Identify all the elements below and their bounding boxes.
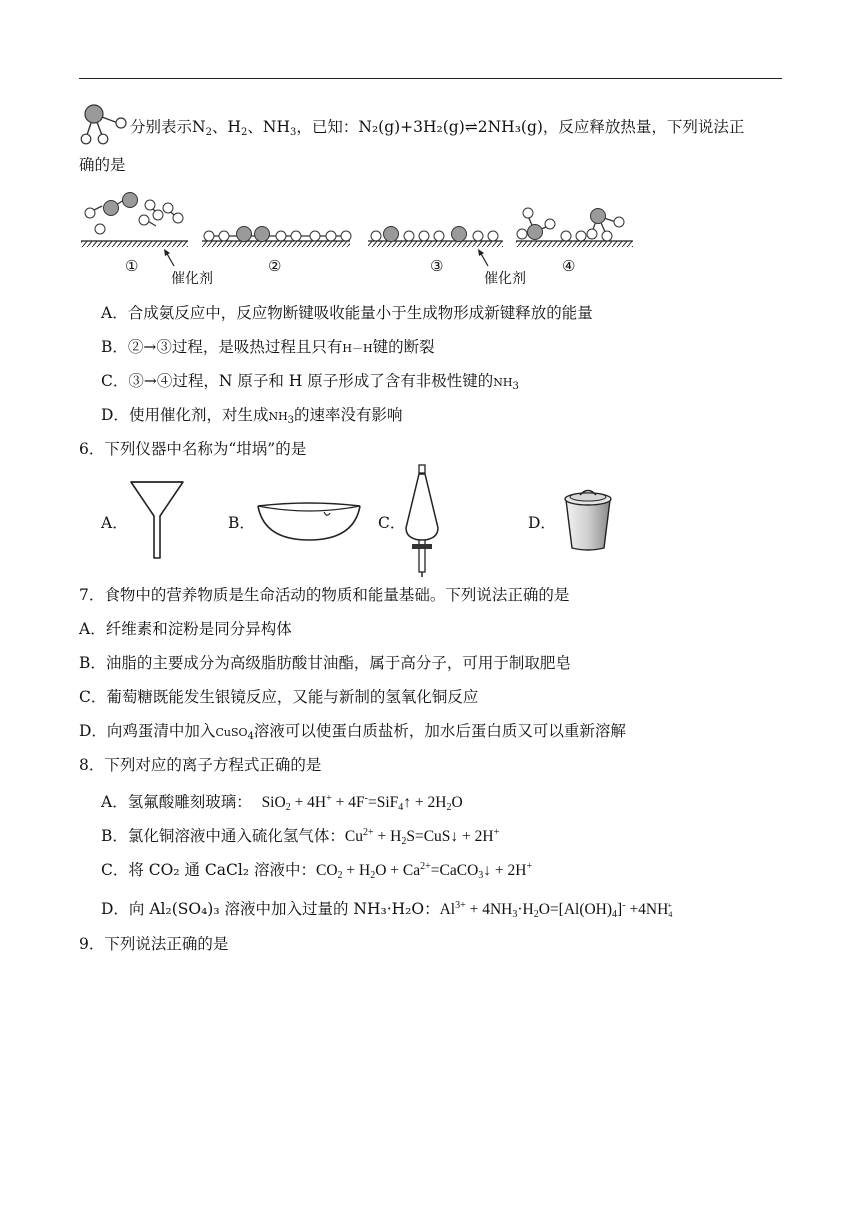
adsorbed-molecules bbox=[204, 227, 351, 242]
nh3-on-surface bbox=[517, 208, 586, 241]
q8-option-b: B．氯化铜溶液中通入硫化氢气体：$Cu^{2+}$ + $H_2S=CuS↓ + 2H^+$ bbox=[101, 827, 500, 847]
catalyst-arrow-2 bbox=[478, 249, 488, 266]
surface-2 bbox=[202, 241, 350, 247]
catalyst-label-2: 催化剂 bbox=[484, 271, 526, 287]
stage-label-4: ④ bbox=[562, 257, 576, 275]
surface-4 bbox=[516, 241, 633, 247]
nh3-desorbed bbox=[587, 209, 624, 242]
q5-option-d: D．使用催化剂，对生成$NH_3$的速率没有影响 bbox=[101, 406, 403, 426]
h2-molecules bbox=[139, 200, 183, 226]
q8-stem: 8．下列对应的离子方程式正确的是 bbox=[79, 756, 322, 774]
surface-3 bbox=[368, 241, 503, 247]
dissociated-atoms bbox=[371, 227, 498, 242]
q5-option-b: B．②→③过程，是吸热过程且只有H－H键的断裂 bbox=[101, 338, 435, 356]
q7-option-b: B．油脂的主要成分为高级脂肪酸甘油酯，属于高分子，可用于制取肥皂 bbox=[79, 654, 571, 672]
q7-stem: 7．食物中的营养物质是生命活动的物质和能量基础。下列说法正确的是 bbox=[79, 586, 570, 604]
q7-option-c: C．葡萄糖既能发生银镜反应，又能与新制的氢氧化铜反应 bbox=[79, 688, 479, 706]
header-rule bbox=[79, 78, 782, 79]
q5-equation: N₂(g)+3H₂(g)⇌2NH₃(g) bbox=[358, 118, 543, 136]
catalyst-label-1: 催化剂 bbox=[171, 271, 213, 287]
surface-1 bbox=[81, 241, 188, 247]
q5-stem-line1: 分别表示$N_2$、$H_2$、$NH_3$，已知：N₂(g)+3H₂(g)⇌2NH₃(g)，反应释放热量，下列说法正 bbox=[130, 118, 745, 138]
q6-option-c-label: C． bbox=[378, 514, 406, 532]
stage-label-2: ② bbox=[268, 257, 282, 275]
q8-option-a-equation: SiO$_2$ + 4H+ + 4F-=SiF$_4$↑ + $2H_2O$ bbox=[261, 793, 463, 813]
q8-option-c: C．将 CO₂ 通 CaCl₂ 溶液中：$CO_2 + H_2O$ + $Ca^{2+}=CaCO_3↓ + 2H^+$ bbox=[101, 861, 533, 881]
evaporating-dish-icon bbox=[254, 496, 364, 544]
q8-option-c-equation: $CO_2 + H_2O$ + $Ca^{2+}=CaCO_3↓ + 2H^+$ bbox=[315, 861, 533, 881]
q8-option-a: A．氢氟酸雕刻玻璃： SiO$_2$ + 4H+ + 4F-=SiF$_4$↑ + $2H_2O$ bbox=[101, 793, 463, 813]
funnel-icon bbox=[128, 478, 186, 562]
q5-stem-line2: 确的是 bbox=[79, 156, 126, 174]
q6-option-a-label: A． bbox=[101, 514, 128, 532]
stage-label-3: ③ bbox=[430, 257, 444, 275]
q9-stem: 9．下列说法正确的是 bbox=[79, 935, 229, 953]
q6-stem: 6．下列仪器中名称为“坩埚”的是 bbox=[79, 440, 307, 458]
q5-option-a: A．合成氨反应中，反应物断键吸收能量小于生成物形成新键释放的能量 bbox=[101, 304, 593, 322]
q7-option-a: A．纤维素和淀粉是同分异构体 bbox=[79, 620, 292, 638]
n2-molecule bbox=[85, 193, 138, 235]
q8-option-d: D．向 Al₂(SO₄)₃ 溶液中加入过量的 NH₃·H₂O：$Al^{3+} + 4NH_3\cdot H_2O=[Al(OH)_4]^- +4NH_4^+$ bbox=[101, 900, 673, 920]
crucible-icon bbox=[560, 486, 616, 554]
q7-option-d: D．向鸡蛋清中加入CuSO$_4$溶液可以使蛋白质盐析，加水后蛋白质又可以重新溶解 bbox=[79, 722, 626, 742]
catalyst-arrow-1 bbox=[164, 249, 174, 266]
stage-label-1: ① bbox=[125, 257, 139, 275]
q5-option-c: C．③→④过程，N 原子和 H 原子形成了含有非极性键的$NH_3$ bbox=[101, 372, 519, 392]
separatory-funnel-icon bbox=[402, 462, 442, 578]
catalyst-process-diagram bbox=[78, 186, 638, 286]
q8-option-b-equation: $Cu^{2+}$ + $H_2S=CuS↓ + 2H^+$ bbox=[344, 827, 500, 847]
q8-option-d-equation: $Al^{3+} + 4NH_3\cdot H_2O=[Al(OH)_4]^- +4NH_4^+$ bbox=[439, 900, 673, 920]
q6-option-b-label: B． bbox=[228, 514, 255, 532]
molecule-legend-icon bbox=[76, 100, 130, 148]
q6-option-d-label: D． bbox=[528, 514, 556, 532]
